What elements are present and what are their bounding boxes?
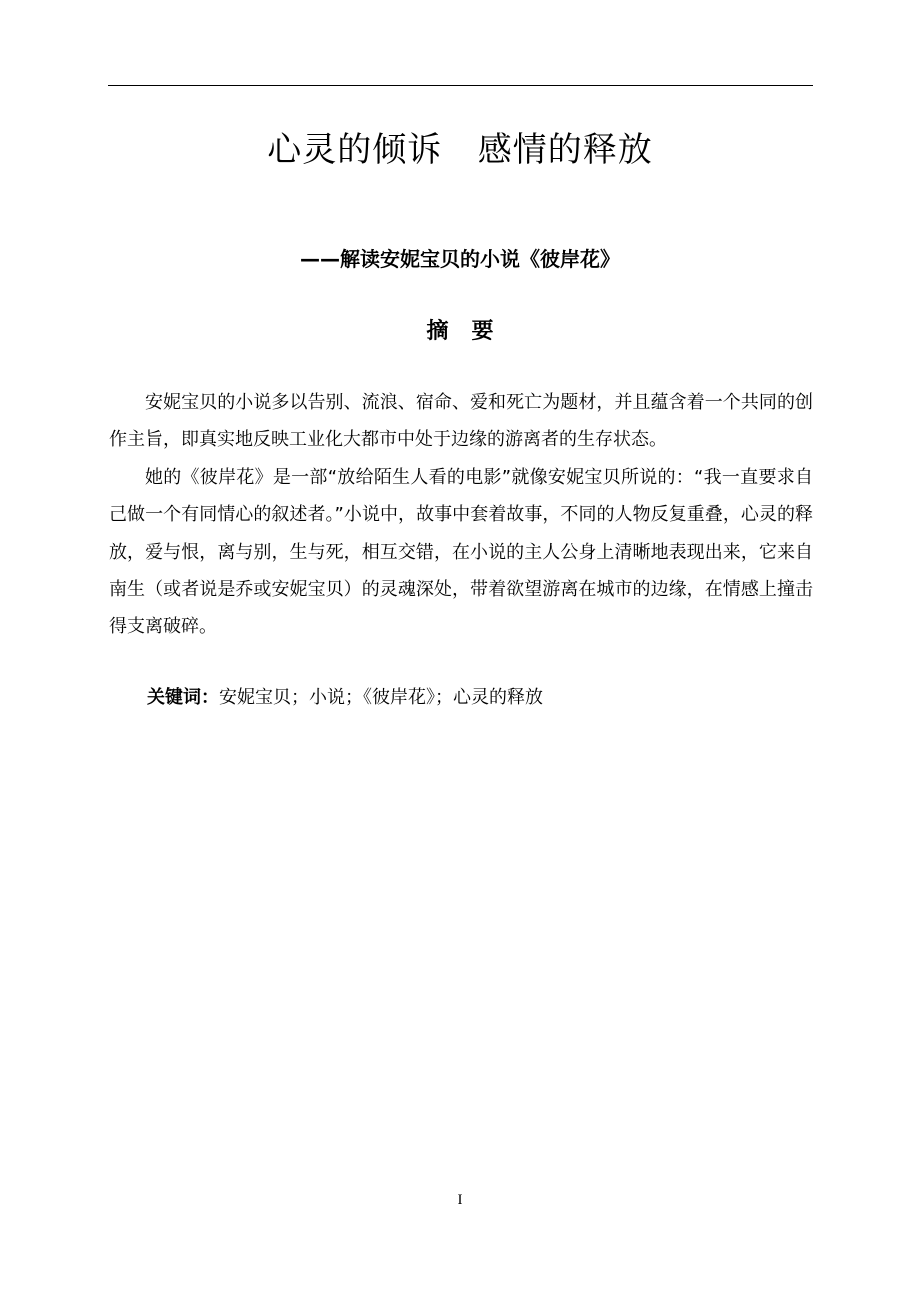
abstract-paragraph-2: 她的《彼岸花》是一部“放给陌生人看的电影”就像安妮宝贝所说的：“我一直要求自己做一个有同情心的叙述者。”小说中，故事中套着故事，不同的人物反复重叠，心灵的释放，爱与恨，离与别，生与死，相互交错，在小说的主人公身上清晰地表现出来，它来自南生（或者说是乔或安妮宝贝）的灵魂深处，带着欲望游离在城市的边缘，在情感上撞击得支离破碎。 <box>109 467 813 638</box>
abstract-paragraph-1: 安妮宝贝的小说多以告别、流浪、宿命、爱和死亡为题材，并且蕴含着一个共同的创作主旨，即真实地反映工业化大都市中处于边缘的游离者的生存状态。 <box>109 392 813 451</box>
header-rule <box>108 85 813 86</box>
document-title: 心灵的倾诉 感情的释放 <box>267 130 653 170</box>
abstract-heading: 摘 要 <box>426 319 494 344</box>
keywords-text: 安妮宝贝；小说；《彼岸花》；心灵的释放 <box>219 687 543 708</box>
document-subtitle: ——解读安妮宝贝的小说《彼岸花》 <box>300 247 620 271</box>
keywords-label: 关键词： <box>147 687 219 708</box>
keywords-line <box>147 683 543 713</box>
page-number: I <box>457 1192 463 1208</box>
